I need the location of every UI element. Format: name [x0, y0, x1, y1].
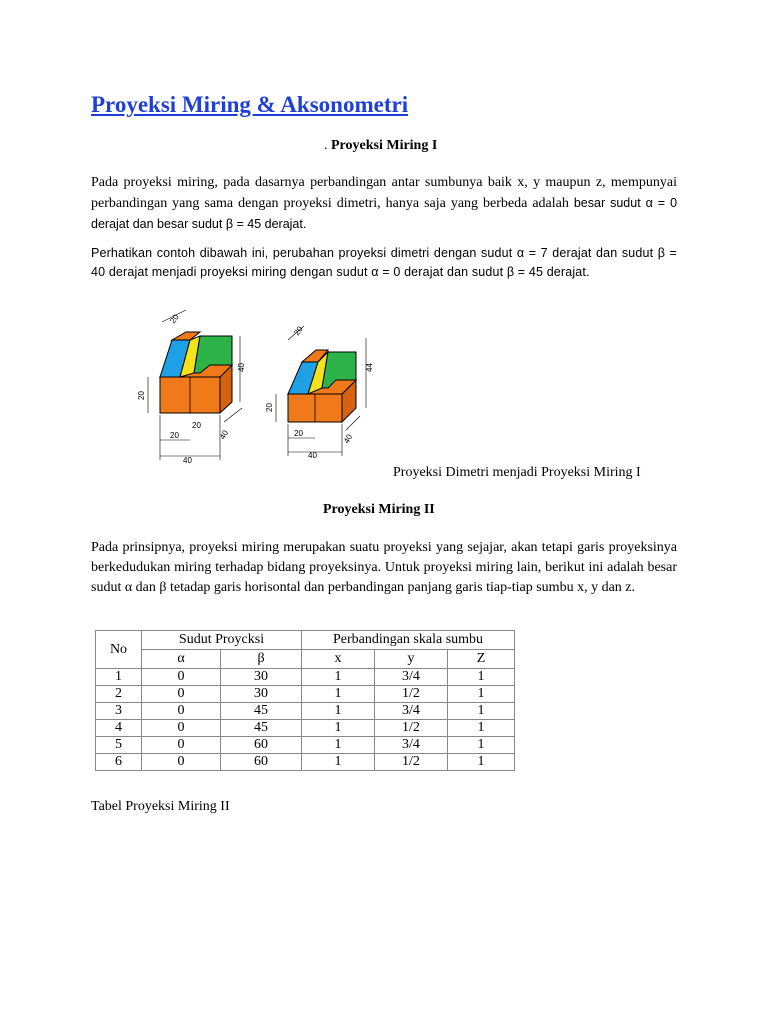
section-heading-2: Proyeksi Miring II — [323, 502, 435, 517]
miring-figure — [258, 320, 388, 460]
cell: 1 — [302, 754, 375, 771]
cell: 1 — [448, 669, 515, 686]
cell: 1 — [302, 669, 375, 686]
table-row — [96, 720, 515, 737]
cell: 1/2 — [375, 720, 448, 737]
cell: 1 — [448, 720, 515, 737]
dim-label: 40 — [217, 428, 231, 441]
cell: 3/4 — [375, 703, 448, 720]
dim-label: 20 — [137, 391, 146, 400]
cell: 0 — [142, 686, 221, 703]
table-caption: Tabel Proyeksi Miring II — [91, 799, 230, 814]
cell: 60 — [221, 754, 302, 771]
dim-label: 20 — [265, 403, 274, 412]
projection-table — [95, 630, 515, 771]
cell: 0 — [142, 703, 221, 720]
cell: 30 — [221, 686, 302, 703]
cell: 0 — [142, 754, 221, 771]
cell: 1 — [448, 703, 515, 720]
heading-prefix: . — [324, 138, 328, 153]
cell: 6 — [96, 754, 142, 771]
dim-label: 40 — [308, 451, 317, 460]
cell: 3 — [96, 703, 142, 720]
col-beta: β — [221, 650, 302, 669]
table-row — [96, 686, 515, 703]
dim-label: 44 — [365, 363, 374, 372]
dimetri-figure — [128, 310, 260, 468]
col-z: Z — [448, 650, 515, 669]
cell: 60 — [221, 737, 302, 754]
table-header-row — [96, 631, 515, 650]
dim-label: 40 — [183, 456, 192, 465]
table-row — [96, 703, 515, 720]
figure-caption: Proyeksi Dimetri menjadi Proyeksi Miring I — [393, 465, 641, 480]
paragraph-1-angles: besar sudut α = 0 derajat dan besar sudut β = 45 derajat. — [91, 196, 678, 231]
cell: 3/4 — [375, 669, 448, 686]
cell: 3/4 — [375, 737, 448, 754]
dim-label: 20 — [294, 429, 303, 438]
cell: 1 — [302, 737, 375, 754]
cell: 2 — [96, 686, 142, 703]
paragraph-3: Pada prinsipnya, proyeksi miring merupakan suatu proyeksi yang sejajar, akan tetapi garis proyeksinya berkedudukan miring terhadap bidang proyeksinya. Untuk proyeksi miring lain, berikut ini adalah besar sudut α dan β tetadap garis horisontal dan perbandingan panjang garis tiap-tiap sumbu x, y dan z. — [91, 540, 677, 595]
cell: 1 — [96, 669, 142, 686]
dim-label: 20 — [170, 431, 179, 440]
cell: 1 — [302, 703, 375, 720]
col-x: x — [302, 650, 375, 669]
cell: 1/2 — [375, 754, 448, 771]
paragraph-1 — [91, 173, 677, 235]
col-y: y — [375, 650, 448, 669]
cell: 1 — [302, 686, 375, 703]
cell: 0 — [142, 737, 221, 754]
paragraph-2: Perhatikan contoh dibawah ini, perubahan proyeksi dimetri dengan sudut α = 7 derajat dan sudut β = 40 derajat menjadi proyeksi miring dengan sudut α = 0 derajat dan sudut β = 45 derajat. — [91, 246, 677, 279]
dim-label: 40 — [341, 432, 355, 445]
cell: 4 — [96, 720, 142, 737]
cell: 5 — [96, 737, 142, 754]
page-title: Proyeksi Miring & Aksonometri — [91, 92, 409, 117]
heading-text: Proyeksi Miring I — [331, 138, 438, 153]
section-heading-1 — [324, 138, 437, 154]
cell: 1/2 — [375, 686, 448, 703]
col-no: No — [96, 631, 142, 669]
col-group-scale: Perbandingan skala sumbu — [302, 631, 515, 650]
table-row — [96, 669, 515, 686]
cell: 30 — [221, 669, 302, 686]
cell: 1 — [448, 737, 515, 754]
cell: 0 — [142, 669, 221, 686]
table-subheader-row — [96, 650, 515, 669]
dim-label: 20 — [168, 312, 181, 326]
cell: 45 — [221, 720, 302, 737]
cell: 1 — [448, 686, 515, 703]
col-group-angle: Sudut Proycksi — [142, 631, 302, 650]
dim-label: 20 — [192, 421, 201, 430]
paragraph-1-text: Pada proyeksi miring, pada dasarnya perbandingan antar sumbunya baik x, y maupun z, mempunyai perbandingan yang sama dengan proyeksi dimetri, hanya saja yang berbeda adalah — [91, 175, 677, 211]
cell: 0 — [142, 720, 221, 737]
col-alpha: α — [142, 650, 221, 669]
table-row — [96, 754, 515, 771]
cell: 1 — [302, 720, 375, 737]
dim-label: 40 — [237, 363, 246, 372]
table-row — [96, 737, 515, 754]
cell: 1 — [448, 754, 515, 771]
cell: 45 — [221, 703, 302, 720]
dim-label: 20 — [292, 324, 305, 338]
